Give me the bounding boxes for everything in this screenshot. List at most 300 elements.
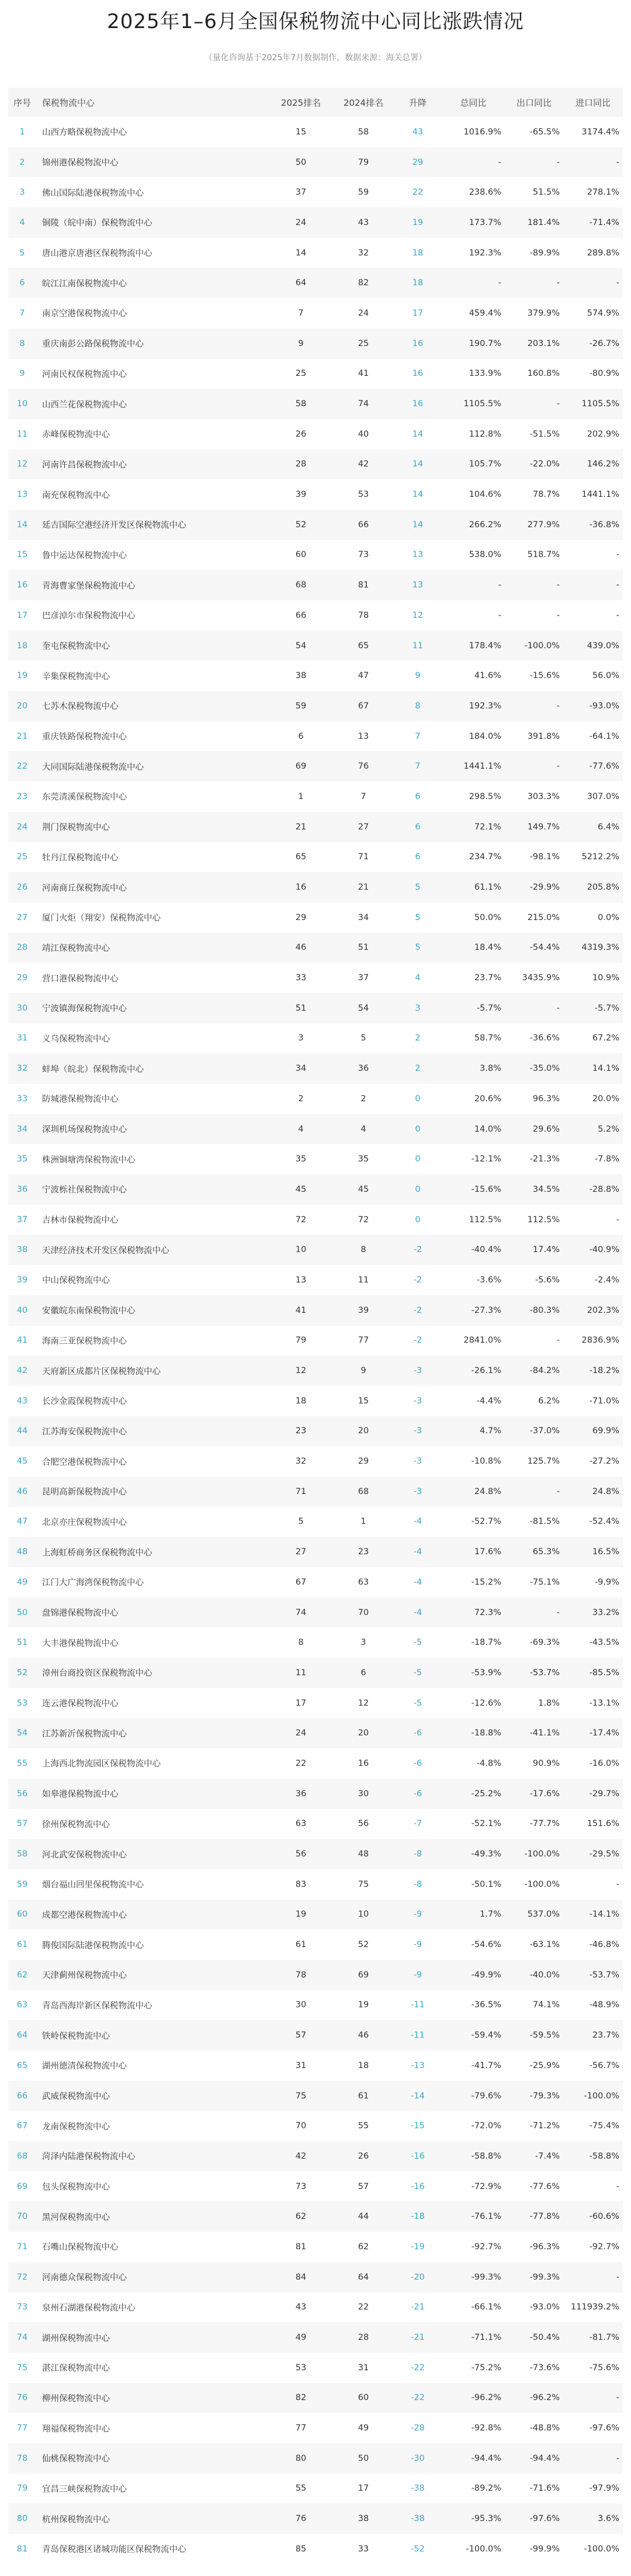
rank-2024: 64 (358, 2272, 369, 2282)
total-yoy: 112.5% (469, 1215, 501, 1225)
export-yoy: -48.8% (529, 2423, 560, 2433)
import-yoy: - (616, 157, 619, 167)
row-index: 18 (16, 641, 28, 651)
row-index: 16 (16, 580, 28, 590)
export-yoy: 181.4% (527, 217, 560, 227)
table-row (8, 177, 623, 208)
rank-2024: 32 (358, 248, 369, 258)
row-index: 51 (16, 1638, 28, 1648)
import-yoy: -2.4% (594, 1275, 619, 1285)
rank-2024: 47 (358, 671, 369, 681)
table-row (8, 1144, 623, 1174)
total-yoy: 3.8% (480, 1064, 501, 1074)
rank-change: 16 (412, 399, 424, 409)
rank-2025: 24 (295, 217, 307, 227)
row-index: 46 (16, 1486, 28, 1496)
rank-2025: 53 (295, 2363, 307, 2373)
center-name: 奎屯保税物流中心 (42, 642, 110, 652)
table-row (8, 2020, 623, 2051)
export-yoy: -100.0% (524, 641, 560, 651)
rank-2025: 75 (295, 2091, 307, 2101)
data-table (8, 88, 623, 2564)
table-row (8, 359, 623, 389)
export-yoy: 277.9% (527, 520, 560, 530)
total-yoy: -75.2% (471, 2363, 501, 2373)
center-name: 深圳机场保税物流中心 (42, 1125, 127, 1135)
row-index: 44 (16, 1426, 28, 1436)
rank-2025: 61 (295, 1940, 307, 1950)
import-yoy: 69.9% (592, 1426, 619, 1436)
export-yoy: -96.2% (529, 2393, 560, 2403)
table-row (8, 1567, 623, 1598)
export-yoy: -63.1% (529, 1940, 560, 1950)
rank-change: -16 (411, 2181, 425, 2191)
import-yoy: -56.7% (589, 2060, 619, 2070)
rank-change: 14 (412, 459, 424, 469)
rank-2025: 2 (298, 1094, 304, 1104)
total-yoy: -10.8% (471, 1457, 501, 1467)
rank-2025: 69 (295, 762, 307, 772)
row-index: 69 (16, 2181, 28, 2191)
rank-change: 29 (412, 157, 424, 167)
rank-2024: 59 (358, 188, 369, 198)
row-index: 35 (16, 1154, 28, 1164)
total-yoy: 24.8% (474, 1486, 501, 1496)
row-index: 32 (16, 1064, 28, 1074)
rank-2025: 84 (295, 2272, 307, 2282)
rank-2025: 58 (295, 399, 307, 409)
rank-change: -2 (413, 1336, 422, 1346)
total-yoy: 133.9% (469, 369, 501, 379)
import-yoy: -85.5% (589, 1668, 619, 1678)
center-name: 青岛保税港区诸城功能区保税物流中心 (42, 2545, 186, 2555)
center-name: 湖州德清保税物流中心 (42, 2062, 127, 2072)
total-yoy: 112.8% (469, 429, 501, 439)
rank-change: 43 (412, 127, 424, 137)
import-yoy: - (616, 2272, 619, 2282)
table-row (8, 1265, 623, 1295)
rank-change: 0 (415, 1215, 421, 1225)
table-row (8, 117, 623, 147)
table-row (8, 2232, 623, 2262)
rank-2025: 6 (298, 731, 304, 741)
import-yoy: -92.7% (589, 2242, 619, 2252)
export-yoy: -41.1% (529, 1728, 560, 1738)
rank-2024: 19 (358, 2000, 369, 2010)
total-yoy: 1441.1% (463, 762, 501, 772)
import-yoy: -18.2% (589, 1366, 619, 1376)
table-row (8, 842, 623, 873)
table-row (8, 1779, 623, 1809)
center-name: 唐山港京唐港区保税物流中心 (42, 249, 152, 259)
center-name: 蚌埠（皖北）保税物流中心 (42, 1064, 144, 1074)
import-yoy: -29.7% (589, 1789, 619, 1799)
export-yoy: -51.5% (529, 429, 560, 439)
center-name: 包头保税物流中心 (42, 2183, 110, 2193)
total-yoy: -18.7% (471, 1638, 501, 1648)
import-yoy: 16.5% (592, 1547, 619, 1557)
table-row (8, 1235, 623, 1265)
row-index: 30 (16, 1003, 28, 1013)
row-index: 43 (16, 1396, 28, 1406)
center-name: 江苏新沂保税物流中心 (42, 1729, 127, 1739)
import-yoy: -58.8% (589, 2151, 619, 2161)
rank-2024: 69 (358, 1970, 369, 1980)
rank-2024: 37 (358, 973, 369, 983)
center-name: 巴彦淖尔市保税物流中心 (42, 611, 136, 621)
rank-change: 8 (415, 701, 421, 711)
import-yoy: 289.8% (587, 248, 619, 258)
total-yoy: 1016.9% (463, 127, 501, 137)
export-yoy: -29.9% (529, 883, 560, 893)
rank-2024: 4 (360, 1124, 366, 1134)
rank-2024: 13 (358, 731, 369, 741)
import-yoy: 111939.2% (571, 2302, 619, 2312)
rank-2024: 50 (358, 2453, 369, 2463)
import-yoy: 202.3% (587, 1305, 619, 1315)
export-yoy: -96.3% (529, 2242, 560, 2252)
rank-2025: 49 (295, 2333, 307, 2343)
total-yoy: -5.7% (476, 1003, 501, 1013)
table-row (8, 389, 623, 419)
export-yoy: -71.6% (529, 2484, 560, 2494)
export-yoy: -75.1% (529, 1577, 560, 1587)
export-yoy: -84.2% (529, 1366, 560, 1376)
total-yoy: -52.7% (471, 1517, 501, 1527)
rank-change: -7 (413, 1819, 422, 1829)
rank-change: -21 (411, 2333, 425, 2343)
table-row (8, 1960, 623, 1990)
row-index: 61 (16, 1940, 28, 1950)
center-name: 黑河保税物流中心 (42, 2212, 110, 2222)
table-row (8, 1084, 623, 1114)
table-row (8, 2353, 623, 2383)
center-name: 东莞清溪保税物流中心 (42, 793, 127, 803)
rank-change: 14 (412, 520, 424, 530)
center-name: 重庆南彭公路保税物流中心 (42, 340, 144, 350)
export-yoy: -94.4% (529, 2453, 560, 2463)
total-yoy: -54.6% (471, 1940, 501, 1950)
import-yoy: -5.7% (594, 1003, 619, 1013)
center-name: 江门大广海湾保税物流中心 (42, 1578, 144, 1588)
center-name: 南京空港保税物流中心 (42, 309, 127, 319)
rank-2025: 67 (295, 1577, 307, 1587)
table-row (8, 2413, 623, 2443)
export-yoy: 6.2% (538, 1396, 560, 1406)
center-name: 铁岭保税物流中心 (42, 2031, 110, 2041)
total-yoy: 18.4% (474, 943, 501, 953)
rank-2025: 3 (298, 1033, 304, 1043)
center-name: 宜昌三峡保税物流中心 (42, 2484, 127, 2494)
rank-2024: 2 (360, 1094, 366, 1104)
rank-2025: 74 (295, 1607, 307, 1617)
row-index: 29 (16, 973, 28, 983)
center-name: 山西兰花保税物流中心 (42, 400, 127, 410)
center-name: 义乌保税物流中心 (42, 1034, 110, 1044)
total-yoy: -95.3% (471, 2514, 501, 2524)
rank-change: -4 (413, 1577, 422, 1587)
total-yoy: -49.9% (471, 1970, 501, 1980)
rank-2025: 54 (295, 641, 307, 651)
rank-2024: 71 (358, 852, 369, 862)
total-yoy: -92.7% (471, 2242, 501, 2252)
center-name: 泉州石湖港保税物流中心 (42, 2303, 136, 2313)
rank-2025: 38 (295, 671, 307, 681)
center-name: 湛江保税物流中心 (42, 2364, 110, 2374)
center-name: 牡丹江保税物流中心 (42, 853, 119, 863)
rank-change: -11 (411, 2031, 425, 2041)
center-name: 龙南保税物流中心 (42, 2122, 110, 2132)
row-index: 26 (16, 883, 28, 893)
table-row (8, 329, 623, 359)
table-row (8, 872, 623, 903)
total-yoy: -76.1% (471, 2212, 501, 2222)
rank-2025: 29 (295, 912, 307, 922)
rank-change: 7 (415, 762, 421, 772)
total-yoy: -36.5% (471, 2000, 501, 2010)
rank-2024: 17 (358, 2484, 369, 2494)
rank-change: -2 (413, 1275, 422, 1285)
row-index: 45 (16, 1457, 28, 1467)
total-yoy: 1.7% (480, 1910, 501, 1920)
total-yoy: -15.2% (471, 1577, 501, 1587)
table-row (8, 2322, 623, 2353)
rank-change: 17 (412, 308, 424, 318)
table-row (8, 1507, 623, 1537)
table-row (8, 1477, 623, 1507)
table-row (8, 963, 623, 993)
rank-2025: 22 (295, 1758, 307, 1768)
rank-2025: 52 (295, 520, 307, 530)
import-yoy: -46.8% (589, 1940, 619, 1950)
header-total-yoy: 总同比 (460, 97, 487, 108)
row-index: 49 (16, 1577, 28, 1587)
rank-2024: 57 (358, 2181, 369, 2191)
export-yoy: 149.7% (527, 822, 560, 832)
row-index: 53 (16, 1698, 28, 1708)
row-index: 13 (16, 490, 28, 500)
rank-change: -13 (411, 2060, 425, 2070)
total-yoy: 190.7% (469, 338, 501, 348)
table-row (8, 691, 623, 721)
rank-2025: 46 (295, 943, 307, 953)
center-name: 荆门保税物流中心 (42, 823, 110, 833)
row-index: 1 (19, 127, 25, 137)
rank-2025: 34 (295, 1064, 307, 1074)
export-yoy: 74.1% (532, 2000, 560, 2010)
rank-2025: 26 (295, 429, 307, 439)
table-row (8, 208, 623, 238)
rank-2024: 7 (360, 791, 366, 801)
rank-2024: 3 (360, 1638, 366, 1648)
export-yoy: - (556, 399, 560, 409)
import-yoy: 3174.4% (581, 127, 619, 137)
import-yoy: -71.4% (589, 217, 619, 227)
table-row (8, 479, 623, 510)
rank-change: 13 (412, 580, 424, 590)
total-yoy: -49.3% (471, 1849, 501, 1859)
rank-2024: 43 (358, 217, 369, 227)
import-yoy: 4319.3% (581, 943, 619, 953)
export-yoy: -15.6% (529, 671, 560, 681)
export-yoy: - (556, 278, 560, 288)
center-name: 如皋港保税物流中心 (42, 1790, 119, 1800)
rank-2024: 20 (358, 1728, 369, 1738)
rank-2024: 54 (358, 1003, 369, 1013)
rank-2024: 73 (358, 550, 369, 560)
rank-2024: 31 (358, 2363, 369, 2373)
total-yoy: 50.0% (474, 912, 501, 922)
rank-2025: 71 (295, 1486, 307, 1496)
total-yoy: -25.2% (471, 1789, 501, 1799)
center-name: 锦州港保税物流中心 (42, 158, 119, 168)
table-row (8, 540, 623, 570)
total-yoy: 41.6% (474, 671, 501, 681)
import-yoy: -75.6% (589, 2363, 619, 2373)
table-row (8, 1598, 623, 1628)
rank-2024: 56 (358, 1819, 369, 1829)
rank-change: -4 (413, 1517, 422, 1527)
rank-change: 16 (412, 369, 424, 379)
total-yoy: 72.1% (474, 822, 501, 832)
total-yoy: -40.4% (471, 1245, 501, 1255)
table-row (8, 1416, 623, 1447)
table-row (8, 1295, 623, 1326)
rank-change: -20 (411, 2272, 425, 2282)
rank-2025: 73 (295, 2181, 307, 2191)
rank-2025: 56 (295, 1849, 307, 1859)
import-yoy: 1105.5% (581, 399, 619, 409)
export-yoy: 203.1% (527, 338, 560, 348)
export-yoy: -100.0% (524, 1879, 560, 1889)
export-yoy: - (556, 610, 560, 620)
rank-2024: 74 (358, 399, 369, 409)
rank-2025: 9 (298, 338, 304, 348)
import-yoy: - (616, 1879, 619, 1889)
table-row (8, 2474, 623, 2504)
rank-2025: 10 (295, 1245, 307, 1255)
rank-change: 5 (415, 883, 421, 893)
export-yoy: -17.6% (529, 1789, 560, 1799)
export-yoy: -5.6% (535, 1275, 560, 1285)
rank-2024: 33 (358, 2544, 369, 2554)
table-header (8, 88, 623, 117)
row-index: 58 (16, 1849, 28, 1859)
rank-change: -2 (413, 1245, 422, 1255)
center-name: 大同国际陆港保税物流中心 (42, 762, 144, 772)
total-yoy: 266.2% (469, 520, 501, 530)
import-yoy: -13.1% (589, 1698, 619, 1708)
table-row (8, 1627, 623, 1658)
import-yoy: - (616, 610, 619, 620)
row-index: 19 (16, 671, 28, 681)
rank-2025: 24 (295, 1728, 307, 1738)
table-row (8, 782, 623, 812)
table-row (8, 1718, 623, 1748)
row-index: 21 (16, 731, 28, 741)
rank-change: 6 (415, 822, 421, 832)
export-yoy: -80.3% (529, 1305, 560, 1315)
export-yoy: - (556, 157, 560, 167)
table-row (8, 147, 623, 178)
total-yoy: -72.0% (471, 2121, 501, 2131)
total-yoy: -99.3% (471, 2272, 501, 2282)
row-index: 48 (16, 1547, 28, 1557)
row-index: 31 (16, 1033, 28, 1043)
import-yoy: 23.7% (592, 2031, 619, 2041)
total-yoy: -79.6% (471, 2091, 501, 2101)
rank-2024: 8 (360, 1245, 366, 1255)
rank-2024: 34 (358, 912, 369, 922)
table-row (8, 1446, 623, 1477)
import-yoy: -17.4% (589, 1728, 619, 1738)
rank-2024: 41 (358, 369, 369, 379)
table-row (8, 2383, 623, 2414)
export-yoy: -59.5% (529, 2031, 560, 2041)
rank-2025: 8 (298, 1638, 304, 1648)
import-yoy: - (616, 2393, 619, 2403)
table-row (8, 2504, 623, 2534)
import-yoy: -100.0% (584, 2544, 619, 2554)
center-name: 赤峰保税物流中心 (42, 430, 110, 440)
center-name: 河南许昌保税物流中心 (42, 460, 127, 470)
rank-2025: 27 (295, 1547, 307, 1557)
rank-2024: 29 (358, 1457, 369, 1467)
table-row (8, 2081, 623, 2111)
import-yoy: 10.9% (592, 973, 619, 983)
export-yoy: -71.2% (529, 2121, 560, 2131)
header-rank-2025: 2025排名 (280, 97, 321, 108)
rank-2025: 82 (295, 2393, 307, 2403)
rank-2025: 23 (295, 1426, 307, 1436)
rank-change: -4 (413, 1547, 422, 1557)
rank-2025: 68 (295, 580, 307, 590)
rank-change: -3 (413, 1426, 422, 1436)
total-yoy: -94.4% (471, 2453, 501, 2463)
table-row (8, 2141, 623, 2172)
total-yoy: -58.8% (471, 2151, 501, 2161)
rank-change: -3 (413, 1396, 422, 1406)
rank-change: -6 (413, 1758, 422, 1768)
import-yoy: - (616, 580, 619, 590)
row-index: 76 (16, 2393, 28, 2403)
rank-2024: 60 (358, 2393, 369, 2403)
import-yoy: 278.1% (587, 188, 619, 198)
import-yoy: -7.8% (594, 1154, 619, 1164)
export-yoy: -54.4% (529, 943, 560, 953)
rank-change: -5 (413, 1698, 422, 1708)
table-row (8, 2172, 623, 2202)
import-yoy: -93.0% (589, 701, 619, 711)
total-yoy: -15.6% (471, 1184, 501, 1194)
rank-change: -19 (411, 2242, 425, 2252)
rank-2024: 75 (358, 1879, 369, 1889)
rank-2024: 46 (358, 2031, 369, 2041)
rank-change: -22 (411, 2393, 425, 2403)
export-yoy: 3435.9% (522, 973, 560, 983)
import-yoy: -77.6% (589, 762, 619, 772)
total-yoy: -3.6% (476, 1275, 501, 1285)
rank-2025: 45 (295, 1184, 307, 1194)
import-yoy: 33.2% (592, 1607, 619, 1617)
rank-2024: 79 (358, 157, 369, 167)
total-yoy: 14.0% (474, 1124, 501, 1134)
total-yoy: - (498, 580, 501, 590)
export-yoy: 379.9% (527, 308, 560, 318)
center-name: 翔福保税物流中心 (42, 2424, 110, 2434)
total-yoy: - (498, 278, 501, 288)
total-yoy: -12.6% (471, 1698, 501, 1708)
